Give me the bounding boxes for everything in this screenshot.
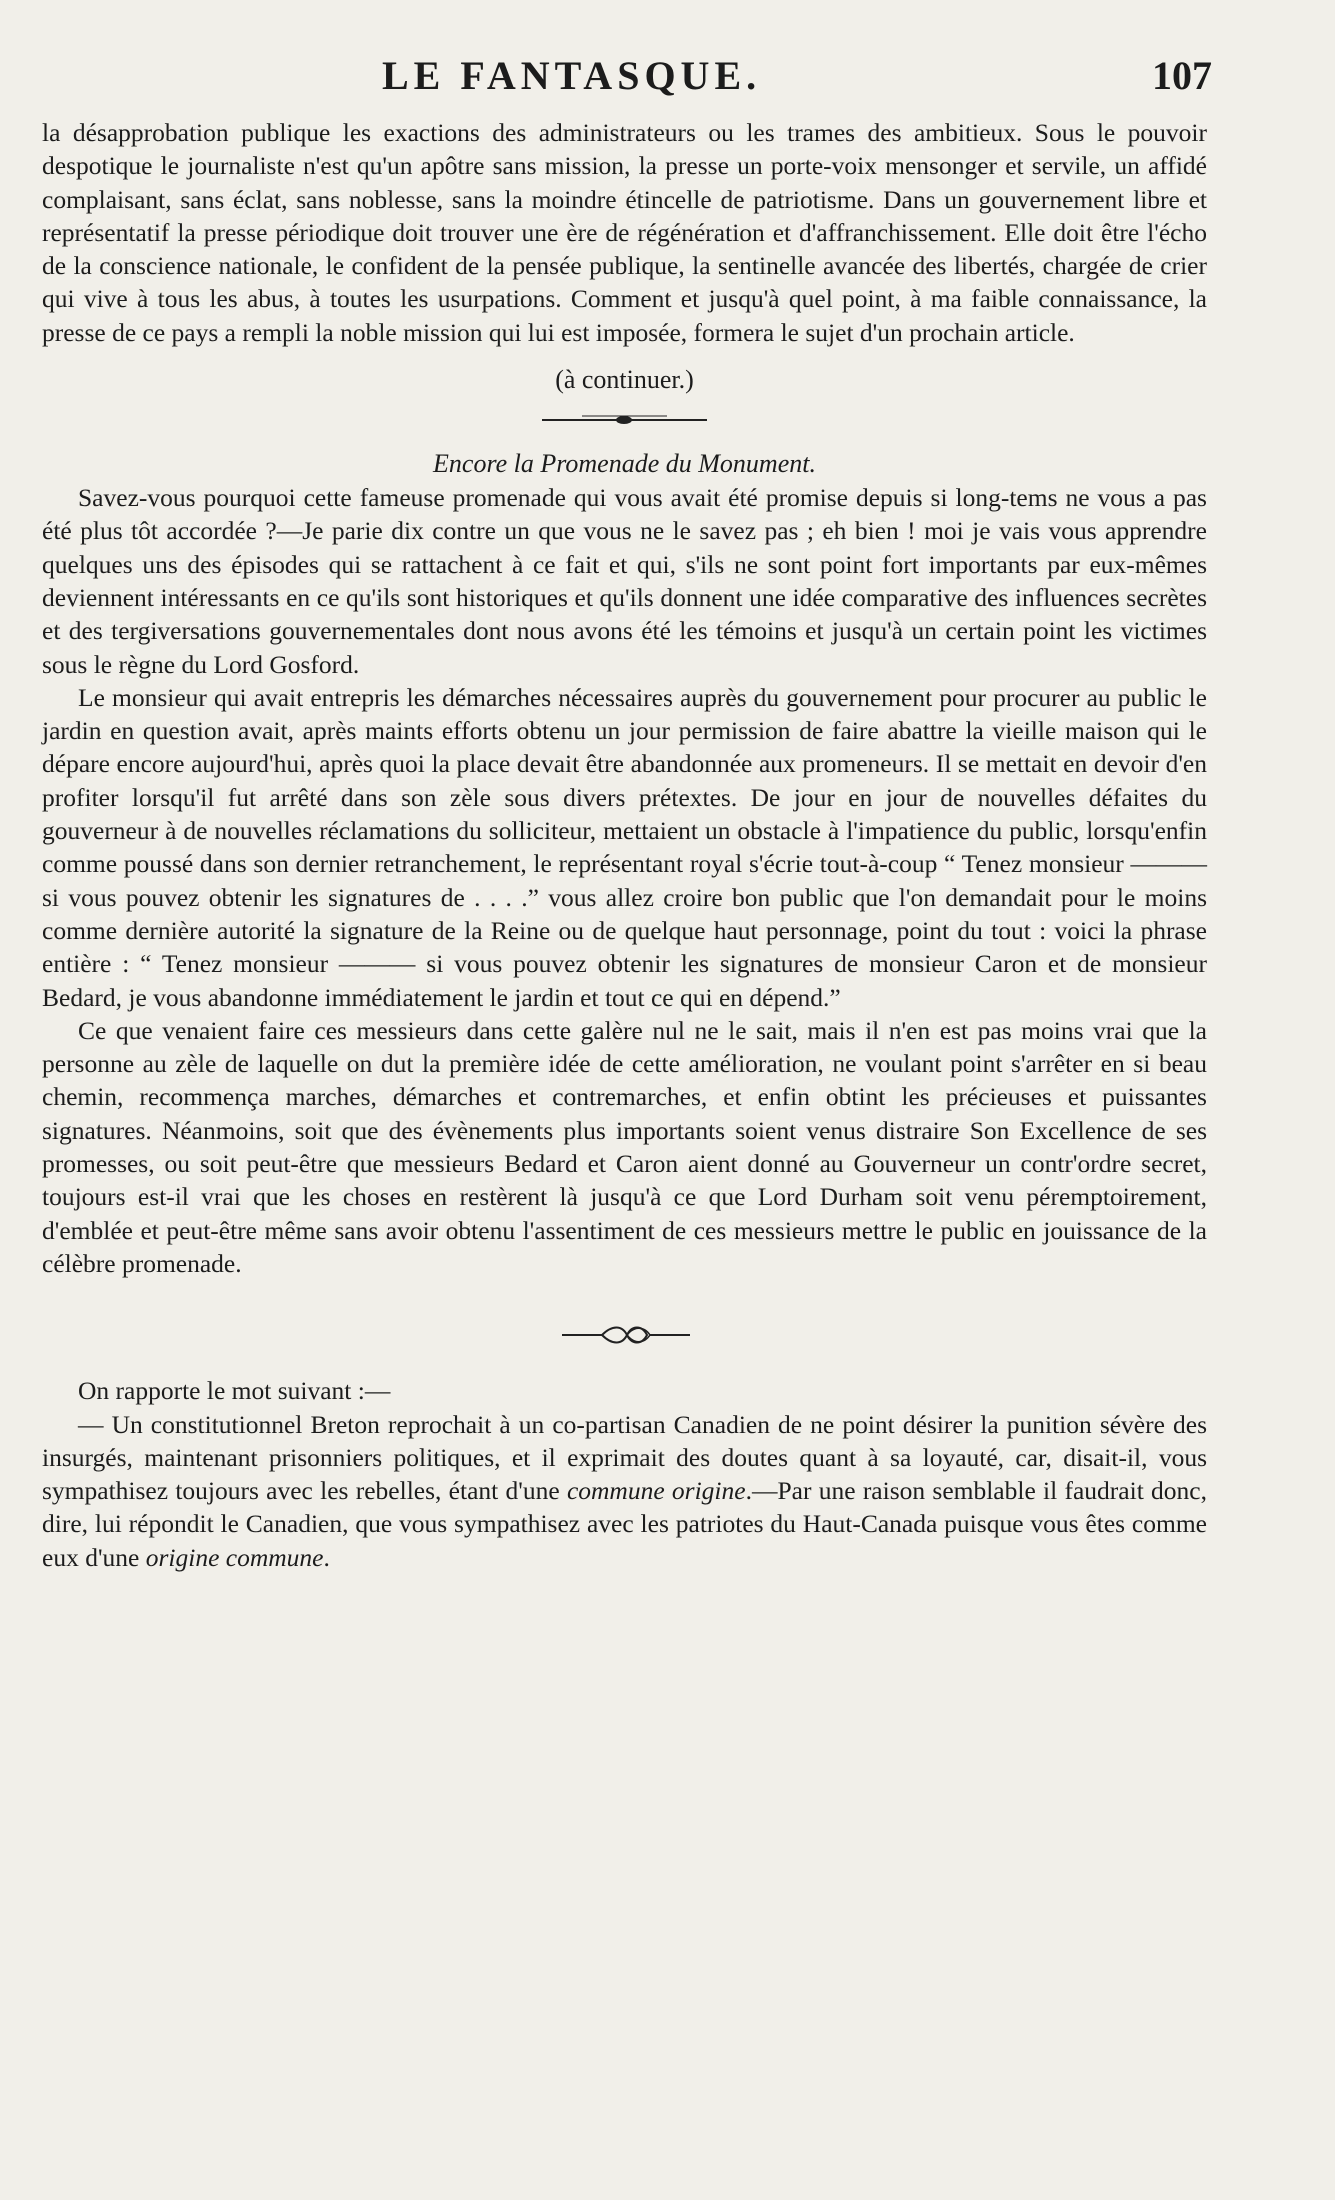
journal-title: LE FANTASQUE. xyxy=(382,53,762,98)
article-paragraph: Ce que venaient faire ces messieurs dans cette galère nul ne le sait, mais il n'en est pas moins vrai que la personne au zèle de laquelle on dut la première idée de cette amélioration, ne voulant point s'arrêter en si beau chemin, recommença marches, démarches et contremarches, et enfin obtint les précieuses et puissantes signatures. Néanmoins, soit que des évènements plus importants soient venus distraire Son Excellence de ses promesses, ou soit peut-être que messieurs Bedard et Caron aient donné au Gouverneur un contr'ordre secret, toujours est-il vrai que les choses en restèrent là jusqu'à ce que Lord Durham soit venu péremptoirement, d'emblée et peut-être même sans avoir obtenu l'assentiment de ces messieurs mettre le public en jouissance de la célèbre promenade. xyxy=(42,1015,1207,1278)
anecdote-text: . xyxy=(323,1542,330,1572)
article-paragraph: Savez-vous pourquoi cette fameuse promenade qui vous avait été promise depuis si long-tems ne vous a pas été plus tôt accordée ?—Je parie dix contre un que vous ne le savez pas ; eh bien ! moi je vais vous apprendre quelques uns des épisodes qui se rattachent à ce fait et qui, s'ils ne sont point fort importants par eux-mêmes deviennent intéressants en ce qu'ils sont historiques et qu'ils donnent une idée comparative des influences secrètes et des tergiversations gouvernementales dont nous avons été les témoins et jusqu'à un certain point les victimes sous le règne du Lord Gosford. xyxy=(42,483,1207,679)
page-header xyxy=(42,52,1212,116)
anecdote-text: .—Par une raison semblable il faudrait donc, dire, lui répondit le Canadien, que vous sympathisez avec les patriotes du Haut-Canada puisque vous êtes comme eux d'une xyxy=(42,1476,1207,1572)
italic-phrase: commune origine xyxy=(566,1476,746,1506)
article-intro: On rapporte le mot suivant :— xyxy=(78,1376,391,1406)
divider-ornament-icon xyxy=(42,407,1207,433)
italic-phrase: origine commune xyxy=(145,1542,324,1572)
continuation-note: (à continuer.) xyxy=(555,365,694,395)
article-heading: Encore la Promenade du Monument. xyxy=(433,449,816,479)
article-paragraph xyxy=(42,1408,1207,1574)
article-paragraph: Le monsieur qui avait entrepris les démarches nécessaires auprès du gouvernement pour procurer au public le jardin en question avait, après maints efforts obtenu un jour permission de faire abattre la vieille maison qui le dépare encore aujourd'hui, après quoi la place devait être abandonnée aux promeneurs. Il se mettait en devoir d'en profiter lorsqu'il fut arrêté dans son zèle sous divers prétextes. De jour en jour de nouvelles défaites du gouverneur à de nouvelles réclamations du solliciteur, mettaient un obstacle à l'impatience du public, lorsqu'enfin comme poussé dans son dernier retranchement, le représentant royal s'écrie tout-à-coup “ Tenez monsieur ——— si vous pouvez obtenir les signatures de . . . .” vous allez croire bon public que l'on demandait pour le moins comme dernière autorité la signature de la Reine ou de quelque haut personnage, point du tout : voici la phrase entière : “ Tenez monsieur ——— si vous pouvez obtenir les signatures de monsieur Caron et de monsieur Bedard, je vous abandonne immédiatement le jardin et tout ce qui en dépend.” xyxy=(42,682,1207,1012)
scroll-ornament-icon xyxy=(42,1320,1207,1350)
article-paragraph: la désapprobation publique les exactions des administrateurs ou les trames des ambitieux. Sous le pouvoir despotique le journaliste n'est qu'un apôtre sans mission, la presse un porte-voix mensonger et servile, un affidé complaisant, sans éclat, sans noblesse, sans la moindre étincelle de patriotisme. Dans un gouvernement libre et représentatif la presse périodique doit trouver une ère de régénération et d'affranchissement. Elle doit être l'écho de la conscience nationale, le confident de la pensée publique, la sentinelle avancée des libertés, chargée de crier qui vive à tous les abus, à toutes les usurpations. Comment et jusqu'à quel point, à ma faible connaissance, la presse de ce pays a rempli la noble mission qui lui est imposée, formera le sujet d'un prochain article. xyxy=(42,118,1207,347)
page-number: 107 xyxy=(1152,53,1212,98)
anecdote-text: — Un constitutionnel Breton reprochait à un co-partisan Canadien de ne point désirer la punition sévère des insurgés, maintenant prisonniers politiques, et il exprimait des doutes quant à sa loyauté, car, disait-il, vous sympathisez toujours avec les rebelles, étant d'une xyxy=(42,1409,1207,1506)
section-divider xyxy=(42,407,1207,433)
section-divider xyxy=(42,1320,1207,1350)
